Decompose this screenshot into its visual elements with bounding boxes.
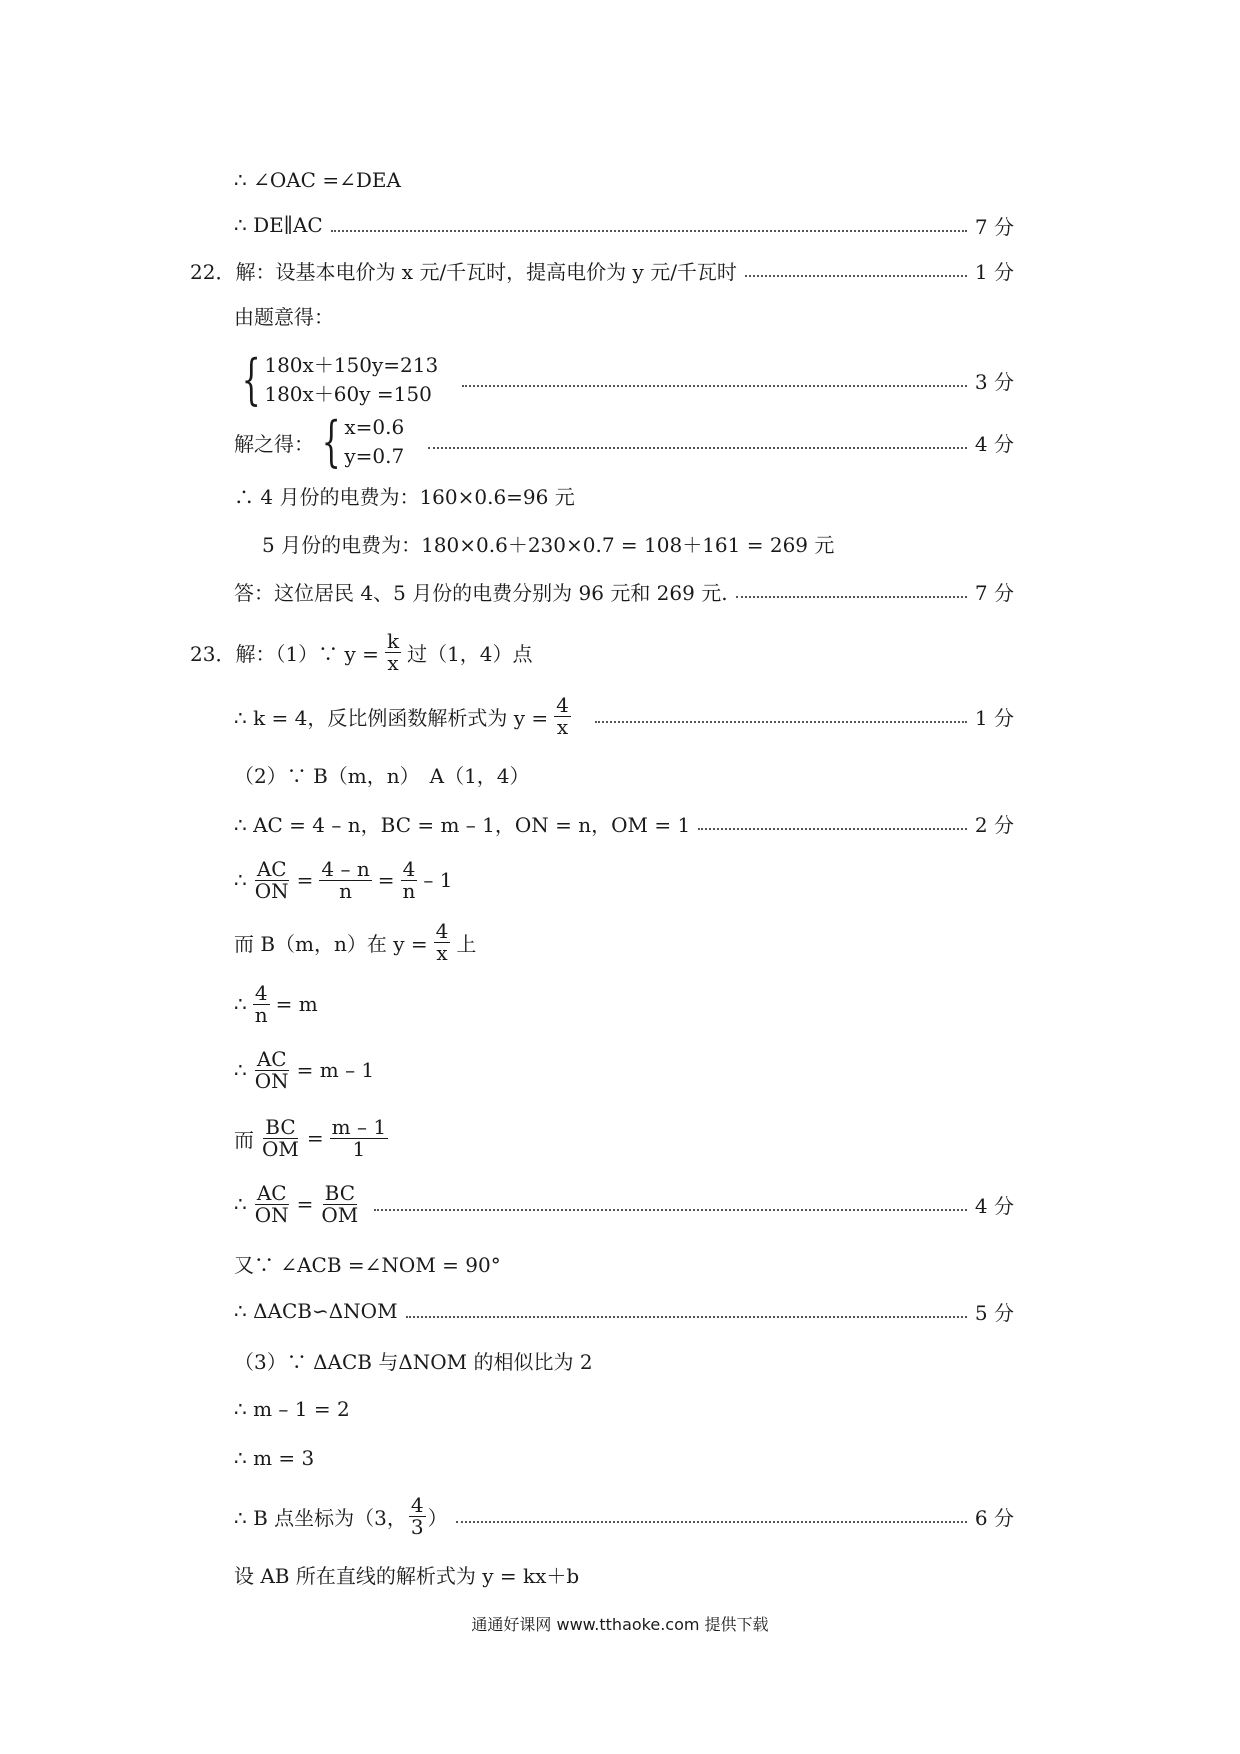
denominator: x <box>436 940 448 965</box>
text-line <box>234 478 1014 512</box>
line-text: ∴ DE∥AC <box>234 213 323 237</box>
dot-leader <box>428 447 967 449</box>
line-text: ∴ AC = 4 – n，BC = m – 1，ON = n，OM = 1 <box>234 812 691 837</box>
denominator: 3 <box>410 1514 424 1539</box>
line-text: ∴ k = 4，反比例函数解析式为 y = <box>234 705 549 730</box>
equals-sign: = <box>377 868 395 892</box>
therefore-symbol: ∴ <box>234 992 247 1016</box>
dot-leader <box>595 721 967 723</box>
therefore-symbol: ∴ <box>234 868 247 892</box>
fraction <box>330 1114 388 1161</box>
dot-leader <box>456 1521 967 1523</box>
text-line <box>234 757 1014 791</box>
denominator: n <box>254 1002 268 1027</box>
dot-leader <box>374 1209 967 1211</box>
numerator: 4 <box>556 692 569 717</box>
text-line <box>234 1343 1014 1377</box>
fraction <box>319 1180 360 1227</box>
fraction <box>253 1046 291 1093</box>
question-22-header <box>190 253 1014 287</box>
fraction <box>401 856 418 903</box>
text-line <box>234 1246 1014 1280</box>
score-mark: 4 分 <box>974 431 1014 456</box>
score-mark: 1 分 <box>974 259 1014 284</box>
denominator: n <box>339 878 353 903</box>
system-of-equations <box>234 348 439 411</box>
ratio-line <box>234 854 1014 906</box>
equals-sign: = <box>306 1126 324 1150</box>
dot-leader <box>736 596 967 598</box>
text-line <box>234 574 1014 608</box>
line-text: 又∵ ∠ACB =∠NOM = 90° <box>234 1252 501 1277</box>
line-text: ∴ B 点坐标为（3， <box>234 1505 407 1530</box>
denominator: OM <box>321 1202 359 1227</box>
score-mark: 6 分 <box>974 1505 1014 1530</box>
line-text: 答：这位居民 4、5 月份的电费分别为 96 元和 269 元. <box>234 580 728 605</box>
line-text: = m – 1 <box>296 1058 375 1082</box>
line-text: 设 AB 所在直线的解析式为 y = kx＋b <box>234 1563 580 1588</box>
numerator: k <box>386 628 400 653</box>
line-text: 过（1，4）点 <box>407 641 533 666</box>
text-line <box>234 298 1014 332</box>
equation-system <box>234 348 1014 411</box>
text-line <box>262 526 1014 560</box>
line-text: 23．解：（1）∵ y = <box>190 641 379 666</box>
equals-sign: = <box>296 1192 314 1216</box>
numerator: 4 <box>435 918 449 943</box>
line-text: ∴ 4 月份的电费为：160×0.6=96 元 <box>234 484 575 509</box>
denominator: n <box>402 878 416 903</box>
text-line <box>234 690 1014 742</box>
therefore-symbol: ∴ <box>234 1058 247 1082</box>
text-line <box>234 1441 1014 1475</box>
text-line <box>234 978 1014 1030</box>
dot-leader <box>462 385 967 387</box>
numerator: 4 <box>410 1492 424 1517</box>
text-line <box>234 1044 1014 1096</box>
equals-sign: = <box>296 868 314 892</box>
brace-icon: { <box>321 410 341 473</box>
denominator: OM <box>262 1136 299 1161</box>
fraction <box>319 856 371 903</box>
equation: x=0.6 <box>344 415 405 439</box>
numerator: AC <box>256 1180 287 1205</box>
line-text: 22．解：设基本电价为 x 元/千瓦时，提高电价为 y 元/千瓦时 <box>190 259 737 284</box>
denominator: x <box>387 650 399 675</box>
text-line <box>234 1392 1014 1426</box>
numerator: 4 <box>402 856 416 881</box>
fraction <box>409 1492 426 1539</box>
line-text: 5 月份的电费为：180×0.6＋230×0.7 = 108＋161 = 269 元 <box>262 532 835 557</box>
text-line <box>234 806 1014 840</box>
score-mark: 1 分 <box>974 705 1014 730</box>
score-mark: 4 分 <box>974 1193 1014 1218</box>
fraction <box>434 918 451 965</box>
text-line <box>234 208 1014 242</box>
dot-leader <box>745 275 967 277</box>
score-mark: 2 分 <box>974 812 1014 837</box>
score-mark: 5 分 <box>974 1300 1014 1325</box>
denominator: ON <box>254 1202 289 1227</box>
line-text: 上 <box>456 931 477 956</box>
text-line <box>234 163 1014 197</box>
solution-line <box>234 410 1014 473</box>
fraction <box>253 856 291 903</box>
line-text: 解之得： <box>234 431 314 456</box>
fraction <box>554 692 571 739</box>
score-mark: 7 分 <box>974 580 1014 605</box>
therefore-symbol: ∴ <box>234 1192 247 1216</box>
score-mark: 3 分 <box>974 369 1014 394</box>
text-line <box>234 1178 1014 1230</box>
page-footer: 通通好课网 www.tthaoke.com 提供下载 <box>471 1615 769 1634</box>
text-line <box>234 916 1014 968</box>
text-line <box>234 1294 1014 1328</box>
line-text: 而 <box>234 1127 254 1152</box>
numerator: BC <box>324 1180 356 1205</box>
line-text: ∴ m – 1 = 2 <box>234 1397 350 1421</box>
equation: 180x＋150y=213 <box>264 353 439 377</box>
denominator: 1 <box>352 1136 366 1161</box>
denominator: x <box>556 714 569 739</box>
dot-leader <box>698 828 967 830</box>
line-text: 由题意得： <box>234 304 334 329</box>
question-23-header <box>190 626 1014 678</box>
fraction <box>253 980 270 1027</box>
fraction <box>385 628 401 675</box>
line-text: ∴ m = 3 <box>234 1446 315 1470</box>
line-text: （3）∵ ΔACB 与ΔNOM 的相似比为 2 <box>234 1349 593 1374</box>
fraction <box>260 1114 301 1161</box>
line-text: ∴ ΔACB∽ΔNOM <box>234 1299 398 1323</box>
numerator: BC <box>265 1114 296 1139</box>
brace-icon: { <box>241 348 261 411</box>
dot-leader <box>331 230 967 232</box>
denominator: ON <box>254 878 289 903</box>
text-line <box>234 1557 1014 1591</box>
line-text: = m <box>275 992 318 1016</box>
dot-leader <box>406 1316 967 1318</box>
equation: 180x＋60y =150 <box>264 382 432 406</box>
solution-system <box>314 410 405 473</box>
line-text: 而 B（m，n）在 y = <box>234 931 428 956</box>
numerator: AC <box>256 1046 287 1071</box>
numerator: m – 1 <box>331 1114 387 1139</box>
text-line <box>234 1112 1014 1164</box>
line-text: （2）∵ B（m，n） A（1，4） <box>234 763 530 788</box>
line-text: ∴ ∠OAC =∠DEA <box>234 168 401 192</box>
numerator: 4 – n <box>321 856 370 881</box>
numerator: AC <box>256 856 287 881</box>
score-mark: 7 分 <box>974 214 1014 239</box>
line-text: ） <box>427 1505 448 1530</box>
numerator: 4 <box>254 980 268 1005</box>
denominator: ON <box>254 1068 289 1093</box>
line-text: – 1 <box>423 868 453 892</box>
text-line <box>234 1490 1014 1542</box>
equation: y=0.7 <box>344 444 405 468</box>
fraction <box>253 1180 291 1227</box>
